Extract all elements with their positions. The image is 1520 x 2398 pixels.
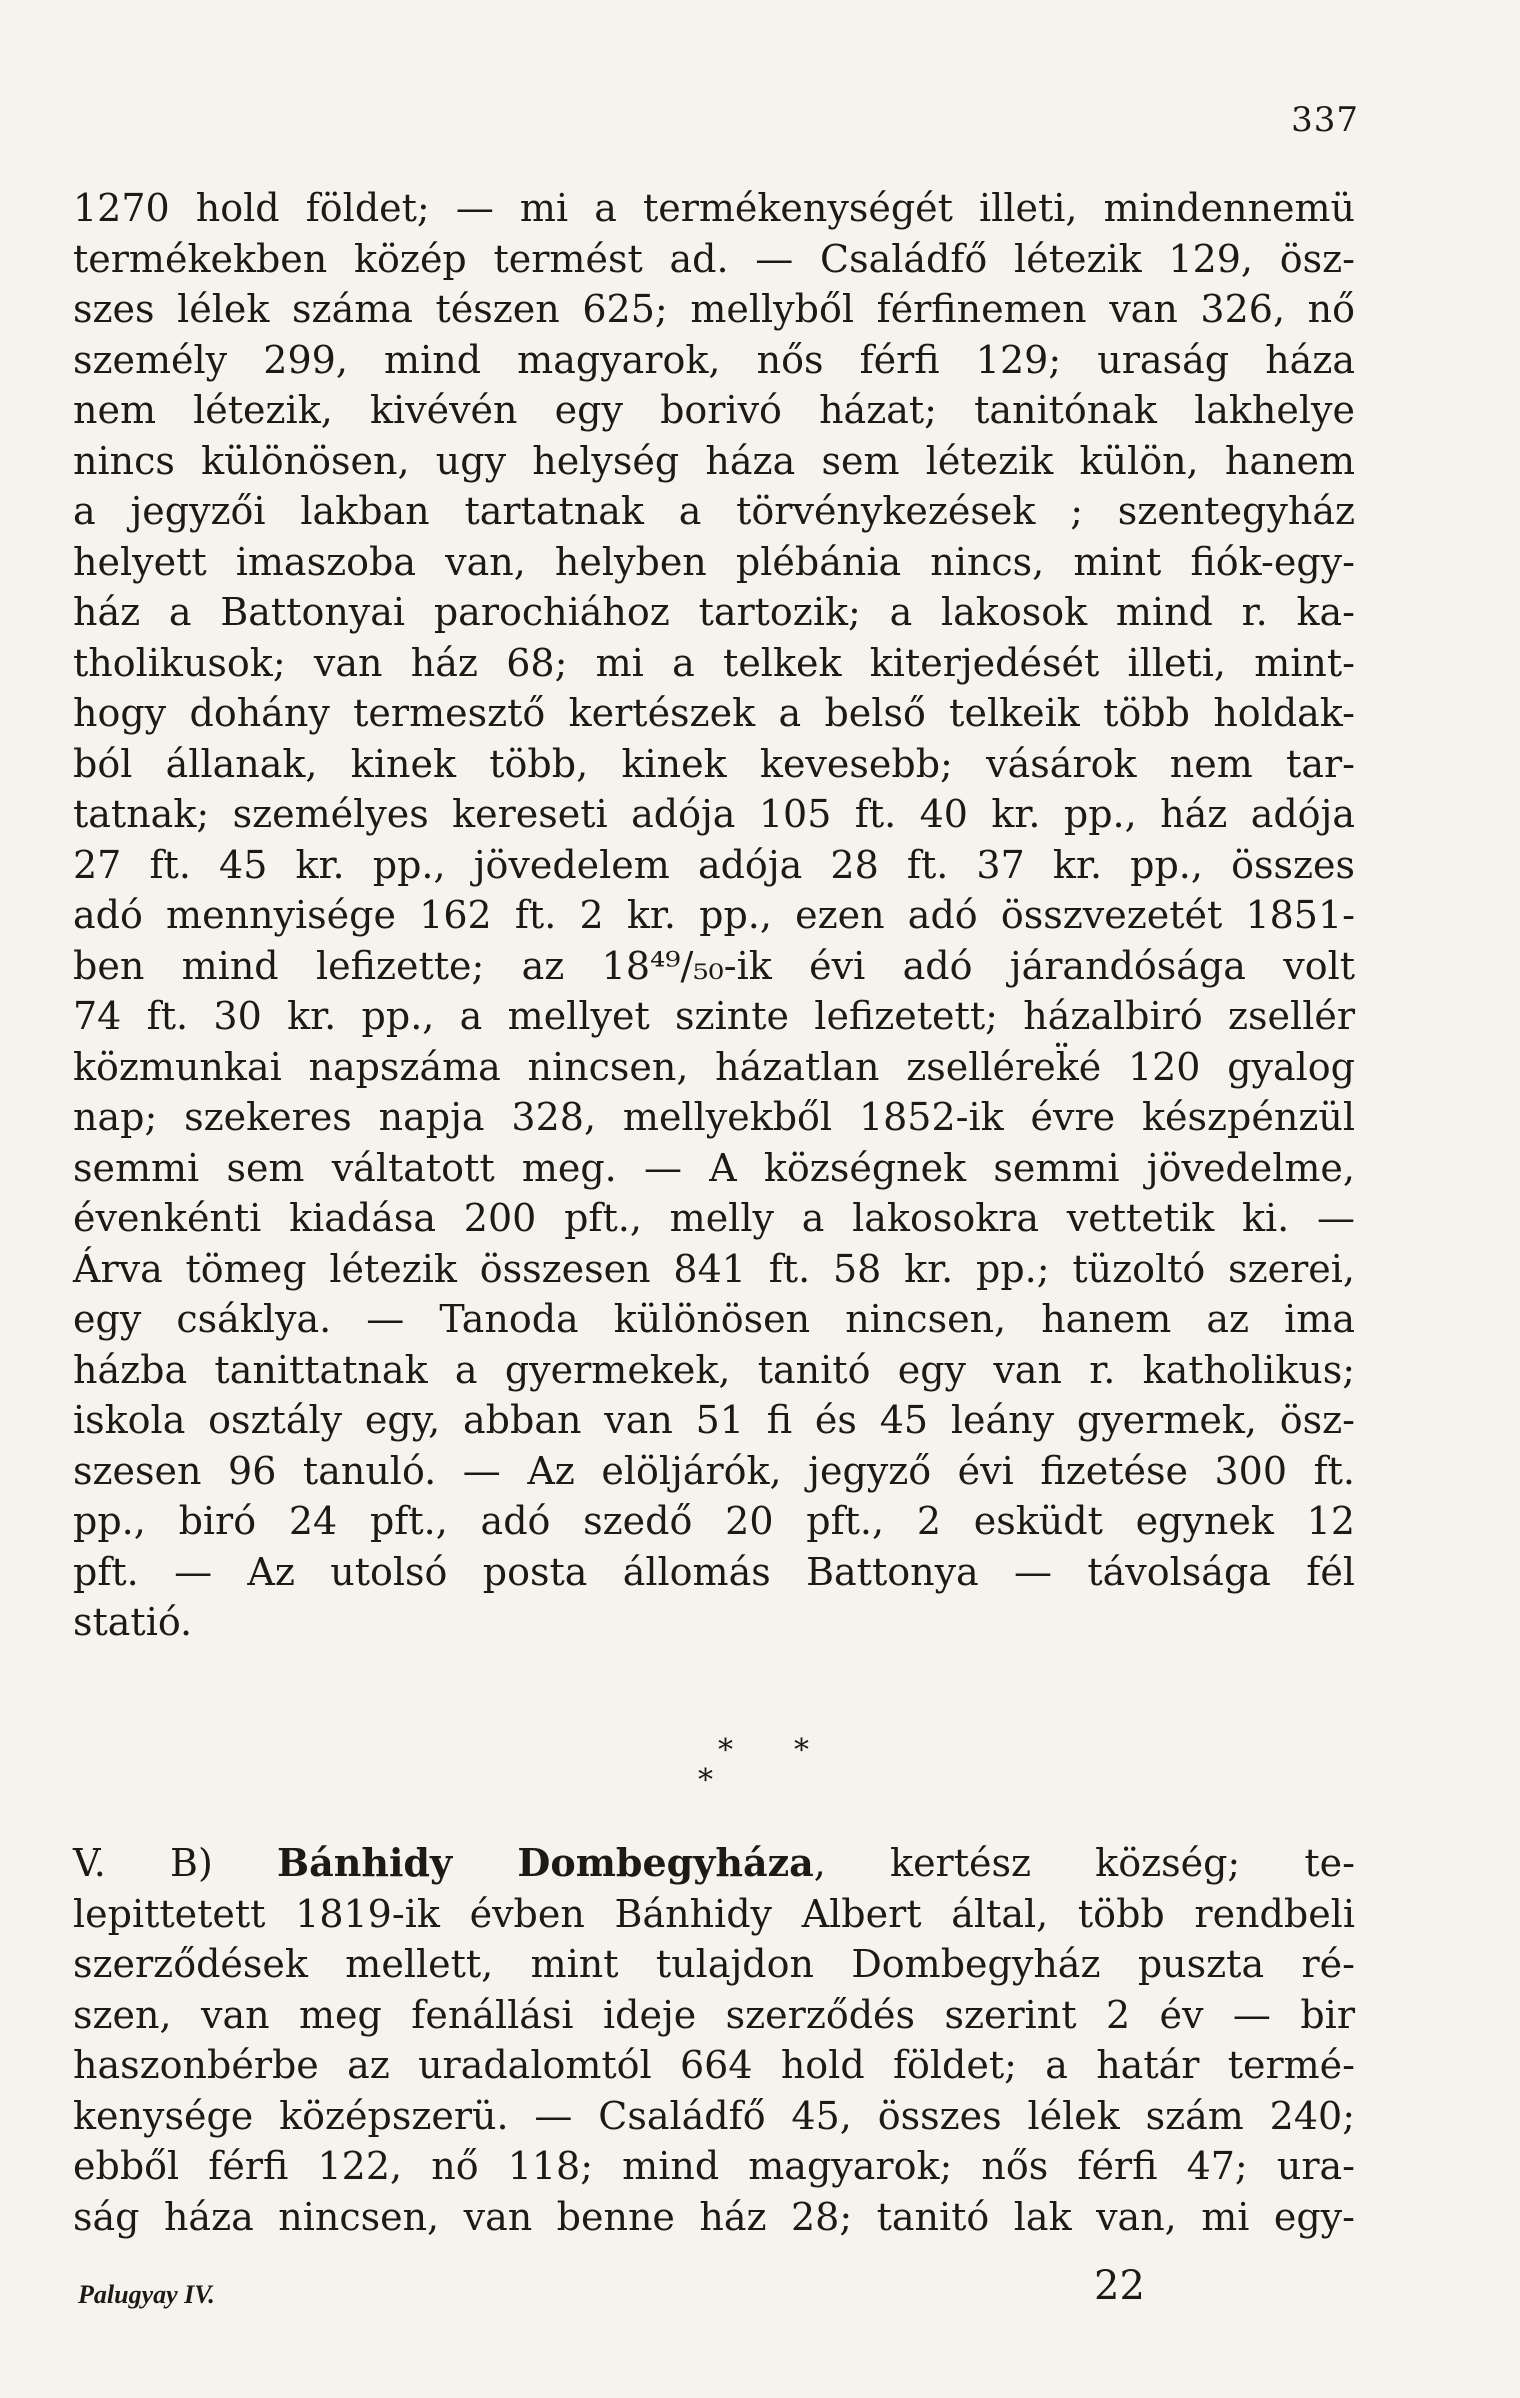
text-line: tholikusok; van ház 68; mi a telkek kiterjedését illeti, mint-: [73, 640, 1355, 685]
text-line: nem létezik, kivévén egy borivó házat; tanitónak lakhelye: [73, 388, 1355, 432]
text-line: lepittetett 1819-ik évben Bánhidy Albert által, több rendbeli: [73, 1891, 1355, 1936]
text-line: 1270 hold földet; — mi a termékenységét illeti, mindennemü: [73, 186, 1355, 230]
text-line: egy csáklya. — Tanoda különösen nincsen, hanem az ima: [73, 1297, 1355, 1341]
text-line: statió.: [73, 1600, 193, 1644]
text-line: ból állanak, kinek több, kinek kevesebb; vásárok nem tar-: [73, 741, 1355, 786]
text-line: pft. — Az utolsó posta állomás Battonya — távolsága fél: [73, 1549, 1355, 1594]
text-line: adó mennyisége 162 ft. 2 kr. pp., ezen adó összvezetét 1851-: [73, 893, 1355, 937]
text-line: ház a Battonyai parochiához tartozik; a lakosok mind r. ka-: [73, 590, 1355, 634]
text-line: ebből férfi 122, nő 118; mind magyarok; nős férfi 47; ura-: [73, 2144, 1355, 2188]
text-line: 27 ft. 45 kr. pp., jövedelem adója 28 ft. 37 kr. pp., összes: [73, 842, 1355, 887]
text-line: kenysége középszerü. — Családfő 45, összes lélek szám 240;: [73, 2093, 1355, 2138]
text-line: Árva tömeg létezik összesen 841 ft. 58 kr. pp.; tüzoltó szerei,: [73, 1246, 1355, 1291]
text-line: személy 299, mind magyarok, nős férfi 129; uraság háza: [73, 337, 1355, 382]
text-line: nap; szekeres napja 328, mellyekből 1852-ik évre készpénzül: [73, 1095, 1355, 1139]
asterisk-icon: *: [698, 1763, 713, 1798]
text-line: hogy dohány termesztő kertészek a belső telkeik több holdak-: [73, 691, 1355, 735]
entry-title: Bánhidy Dombegyháza: [277, 1840, 814, 1885]
text-line: pp., biró 24 pft., adó szedő 20 pft., 2 esküdt egynek 12: [73, 1499, 1355, 1543]
text-line: szerződések mellett, mint tulajdon Dombegyház puszta ré-: [73, 1942, 1355, 1986]
text-line: házba tanittatnak a gyermekek, tanitó egy van r. katholikus;: [73, 1347, 1355, 1392]
text-line: ben mind lefizette; az 18⁴⁹/₅₀-ik évi adó járandósága volt: [73, 943, 1355, 988]
text-line: szesen 96 tanuló. — Az elöljárók, jegyző évi fizetése 300 ft.: [73, 1448, 1355, 1493]
text-line: szes lélek száma tészen 625; mellyből férfinemen van 326, nő: [73, 287, 1355, 331]
paragraph-two: [73, 1838, 1355, 2242]
text-line: helyett imaszoba van, helyben plébánia nincs, mint fiók-egy-: [73, 539, 1355, 584]
text-line: szen, van meg fenállási ideje szerződés szerint 2 év — bir: [73, 1992, 1355, 2037]
text-line: iskola osztály egy, abban van 51 fi és 45 leány gyermek, ösz-: [73, 1398, 1355, 1442]
text-line: tatnak; személyes kereseti adója 105 ft. 40 kr. pp., ház adója: [73, 792, 1355, 836]
text-line: közmunkai napszáma nincsen, házatlan zsellérek̈é 120 gyalog: [73, 1044, 1355, 1089]
text-line: évenkénti kiadása 200 pft., melly a lakosokra vettetik ki. —: [73, 1196, 1355, 1240]
text-line: nincs különösen, ugy helység háza sem létezik külön, hanem: [73, 438, 1355, 483]
text-line: semmi sem váltatott meg. — A községnek semmi jövedelme,: [73, 1145, 1355, 1190]
paragraph-one: [73, 183, 1355, 1648]
text-line: ság háza nincsen, van benne ház 28; tanitó lak van, mi egy-: [73, 2194, 1355, 2239]
printer-signature: Palugyay IV.: [78, 2280, 215, 2309]
text-line: haszonbérbe az uradalomtól 664 hold földet; a határ termé-: [73, 2043, 1355, 2087]
text-line: 74 ft. 30 kr. pp., a mellyet szinte lefizetett; házalbiró zsellér: [73, 994, 1355, 1038]
text-line: termékekben közép termést ad. — Családfő létezik 129, ösz-: [73, 236, 1355, 281]
page-number: 337: [1291, 100, 1359, 140]
text-line-heading: [73, 1838, 1355, 1889]
text-line: a jegyzői lakban tartatnak a törvénykezések ; szentegyház: [73, 489, 1355, 533]
entry-suffix: , kertész község; te-: [813, 1841, 1356, 1885]
sheet-number: 22: [1094, 2263, 1145, 2309]
section-separator: [0, 1733, 1520, 1803]
asterisk-icon: *: [718, 1733, 733, 1768]
entry-prefix: V. B): [73, 1841, 277, 1885]
asterisk-icon: *: [794, 1733, 809, 1768]
